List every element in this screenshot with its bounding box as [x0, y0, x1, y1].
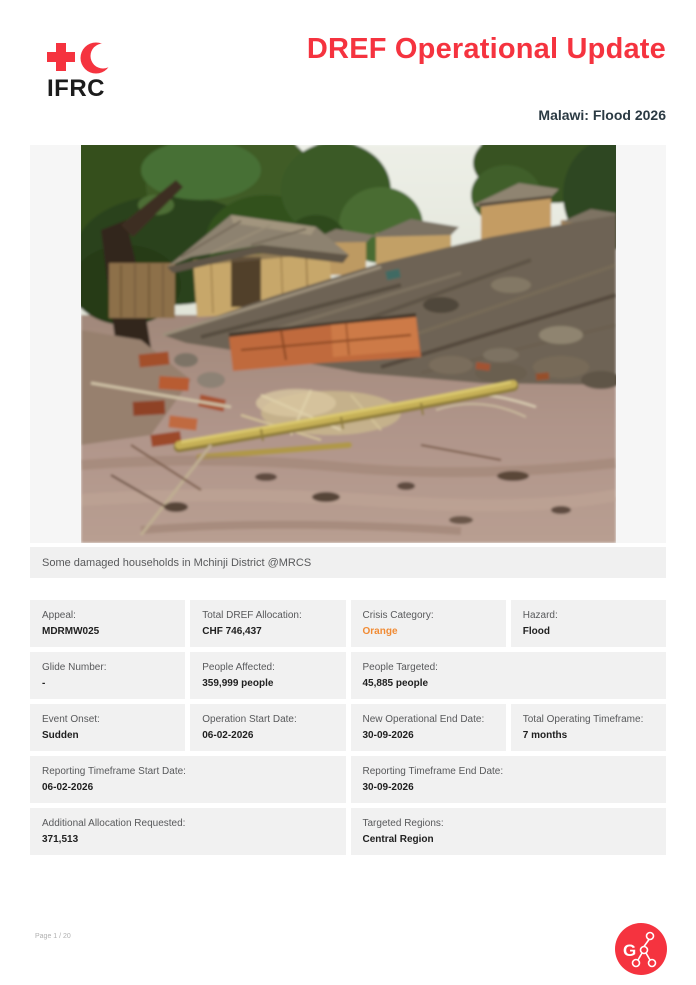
ifrc-go-logo-icon — [615, 923, 667, 975]
info-cell — [190, 600, 345, 647]
info-cell-label: Total DREF Allocation: — [202, 610, 302, 621]
photo-caption: Some damaged households in Mchinji District @MRCS — [30, 547, 666, 578]
info-cell — [351, 652, 667, 699]
info-cell-value: 06-02-2026 — [42, 782, 94, 793]
ifrc-logo-text: IFRC — [47, 75, 105, 102]
info-cell-label: Targeted Regions: — [362, 818, 444, 829]
info-cell — [190, 652, 345, 699]
info-cell-value: 371,513 — [42, 834, 79, 845]
info-cell-value: 359,999 people — [202, 678, 274, 689]
info-cell-label: Crisis Category: — [362, 610, 434, 621]
info-cell — [351, 600, 506, 647]
info-cell — [30, 652, 185, 699]
figure-block — [30, 145, 666, 578]
info-cell-label: Reporting Timeframe Start Date: — [42, 766, 186, 777]
flood-damage-photo — [81, 145, 616, 543]
info-cell-label: People Targeted: — [362, 662, 438, 673]
info-cell — [351, 704, 506, 751]
info-cell-label: Total Operating Timeframe: — [522, 714, 644, 725]
info-cell-label: People Affected: — [202, 662, 275, 673]
info-cell — [511, 600, 666, 647]
photo-container — [30, 145, 666, 543]
info-cell-value: Sudden — [42, 730, 79, 741]
info-cell — [190, 704, 345, 751]
info-grid — [30, 600, 666, 855]
info-cell-label: Appeal: — [42, 610, 76, 621]
info-cell-label: New Operational End Date: — [362, 714, 485, 725]
info-cell-label: Operation Start Date: — [202, 714, 297, 725]
ifrc-logo — [47, 42, 127, 101]
info-cell-value: Orange — [362, 626, 398, 637]
info-cell — [30, 756, 346, 803]
info-cell-value: MDRMW025 — [42, 626, 100, 637]
info-cell-value: 30-09-2026 — [362, 730, 414, 741]
info-cell — [30, 808, 346, 855]
info-cell-value: 06-02-2026 — [202, 730, 254, 741]
svg-text:G: G — [623, 941, 637, 960]
info-cell — [351, 756, 667, 803]
info-cell-label: Hazard: — [522, 610, 558, 621]
info-cell-label: Event Onset: — [42, 714, 100, 725]
info-cell-label: Reporting Timeframe End Date: — [362, 766, 504, 777]
info-cell-value: 30-09-2026 — [362, 782, 414, 793]
info-cell — [351, 808, 667, 855]
info-cell-value: - — [42, 678, 46, 689]
info-cell-value: 45,885 people — [362, 678, 429, 689]
info-cell — [30, 600, 185, 647]
info-cell-value: Flood — [522, 626, 550, 637]
page-subtitle: Malawi: Flood 2026 — [538, 107, 666, 123]
info-cell-label: Additional Allocation Requested: — [42, 818, 186, 829]
info-cell — [30, 704, 185, 751]
info-cell-value: 7 months — [522, 730, 568, 741]
info-cell-value: Central Region — [362, 834, 434, 845]
info-cell-value: CHF 746,437 — [202, 626, 262, 637]
page-number: Page 1 / 20 — [35, 933, 71, 940]
page-title: DREF Operational Update — [306, 33, 666, 65]
info-cell-label: Glide Number: — [42, 662, 107, 673]
red-cross-crescent-icon — [47, 42, 115, 76]
info-cell — [511, 704, 666, 751]
